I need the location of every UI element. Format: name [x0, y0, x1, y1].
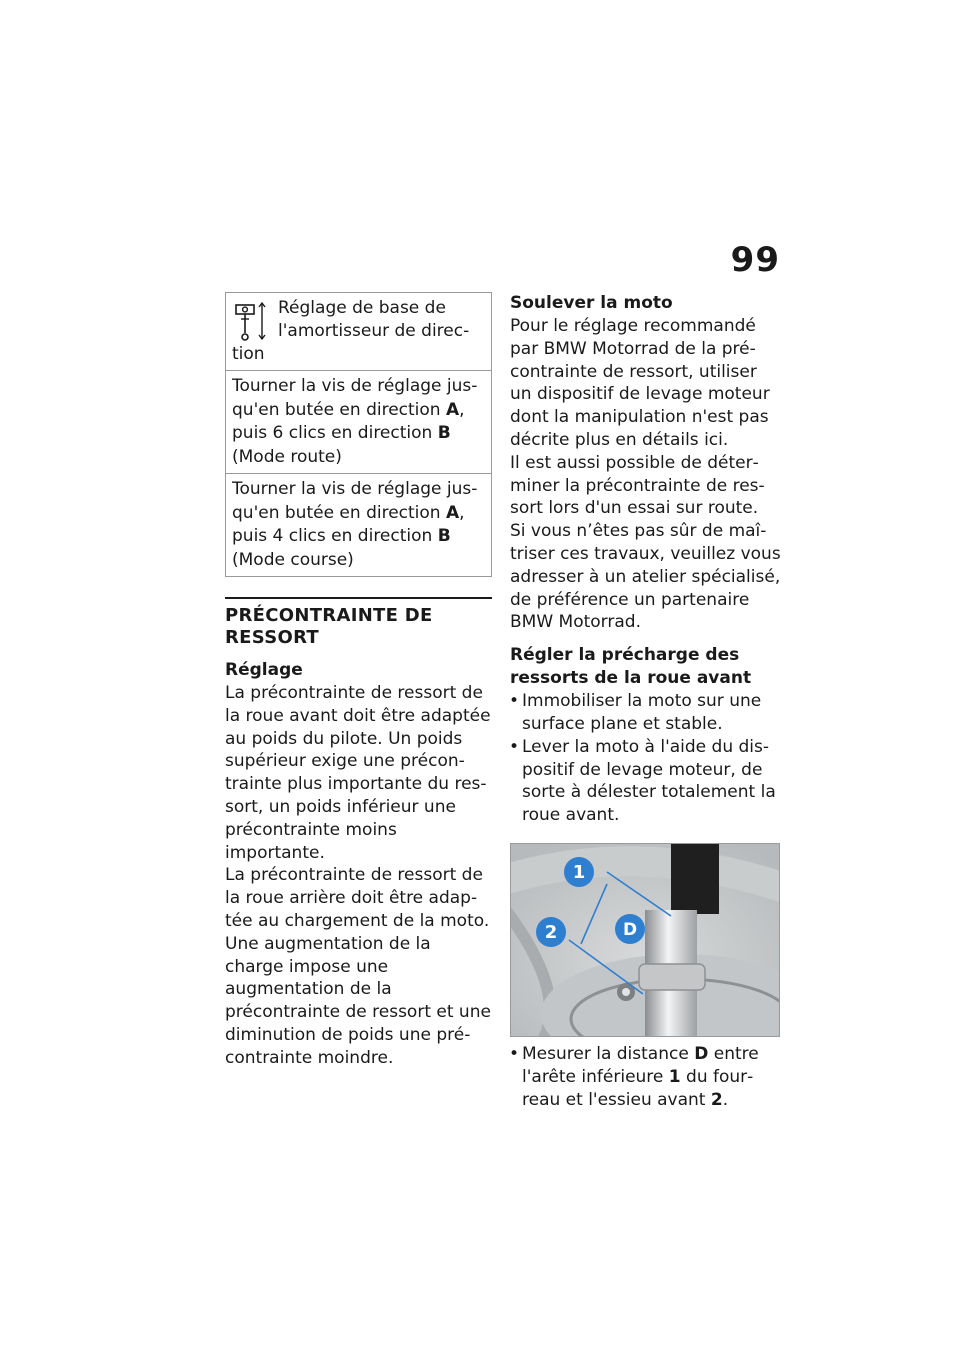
paragraph-workshop: Si vous n’êtes pas sûr de maîtriser ces travaux, veuillez vous adresser à un atelier spécialisé, de préférence un partenaire BMW Motorrad.: [510, 521, 781, 633]
callout-d: D: [622, 919, 638, 940]
list-item: [510, 736, 782, 827]
subhead-reglage: Réglage: [225, 660, 303, 680]
subhead-lift: Soulever la moto: [510, 293, 673, 313]
section-divider: [225, 597, 492, 599]
settings-table: [225, 292, 492, 577]
steps-list: [510, 690, 782, 827]
measure-pre: Mesurer la distance: [522, 1043, 695, 1064]
row-race-pre: Tourner la vis de réglage jusqu'en butée en direction: [232, 479, 478, 523]
list-item: [510, 1043, 782, 1111]
shock-absorber-icon: [232, 299, 270, 343]
step-immobilize: Immobiliser la moto sur une surface plane et stable.: [522, 691, 762, 734]
paragraph-front: La précontrainte de ressort de la roue avant doit être adaptée au poids du pilote. Un poids supérieur exige une précontrainte plus importante du ressort, un poids inférieur une précontrainte moins importante.: [225, 683, 491, 863]
measure-2: 2: [710, 1089, 723, 1110]
bullet-glyph: •: [509, 736, 520, 757]
left-column: [225, 292, 492, 1070]
paragraph-road-test: Il est aussi possible de déterminer la précontrainte de ressort lors d'un essai sur route.: [510, 452, 765, 519]
list-item: [510, 690, 782, 736]
measure-post: .: [722, 1089, 729, 1110]
paragraph-rear: La précontrainte de ressort de la roue arrière doit être adaptée au chargement de la moto. Une augmentation de la charge impose une augmentation de la précontrainte de ressort et une diminution de poids une précontrainte moindre.: [225, 865, 491, 1068]
table-header: [226, 293, 491, 371]
right-column: [510, 292, 782, 1111]
row-road-mid: , puis 6 clics en direction: [232, 399, 465, 443]
step-lift: Lever la moto à l'aide du dispositif de levage moteur, de sorte à délester totalement la roue avant.: [522, 736, 776, 826]
page-number: 99: [730, 240, 780, 280]
table-row-race: [226, 474, 491, 576]
fork-measurement-photo: [510, 843, 780, 1037]
measure-1: 1: [668, 1066, 681, 1087]
bullet-glyph: •: [509, 1043, 520, 1064]
paragraph-lift: Pour le réglage recommandé par BMW Motorrad de la précontrainte de ressort, utiliser un dispositif de levage moteur dont la manipulation n'est pas décrite plus en détails ici.: [510, 316, 770, 450]
measure-list: [510, 1043, 782, 1111]
row-race-dir-a: A: [445, 502, 460, 523]
measure-mid2: du fourreau et l'essieu avant: [522, 1066, 754, 1110]
row-race-mid: , puis 4 clics en direction: [232, 502, 465, 546]
subhead-front-preload: Régler la précharge des ressorts de la roue avant: [510, 645, 752, 689]
table-header-text: Réglage de base de l'amortisseur de direction: [232, 298, 470, 364]
table-row-road: [226, 371, 491, 474]
callout-1: 1: [572, 861, 586, 883]
bullet-glyph: •: [509, 691, 520, 712]
row-race-dir-b: B: [437, 526, 451, 546]
row-road-post: (Mode route): [232, 446, 342, 467]
row-road-dir-a: A: [445, 399, 460, 420]
section-title: PRÉCONTRAINTE DE RESSORT: [225, 605, 433, 648]
measure-mid: entre l'arête inférieure: [522, 1043, 759, 1087]
row-road-pre: Tourner la vis de réglage jusqu'en butée en direction: [232, 376, 478, 420]
row-race-post: (Mode course): [232, 549, 354, 570]
row-road-dir-b: B: [437, 423, 451, 443]
callout-2: 2: [544, 921, 558, 943]
measure-d: D: [694, 1043, 709, 1064]
